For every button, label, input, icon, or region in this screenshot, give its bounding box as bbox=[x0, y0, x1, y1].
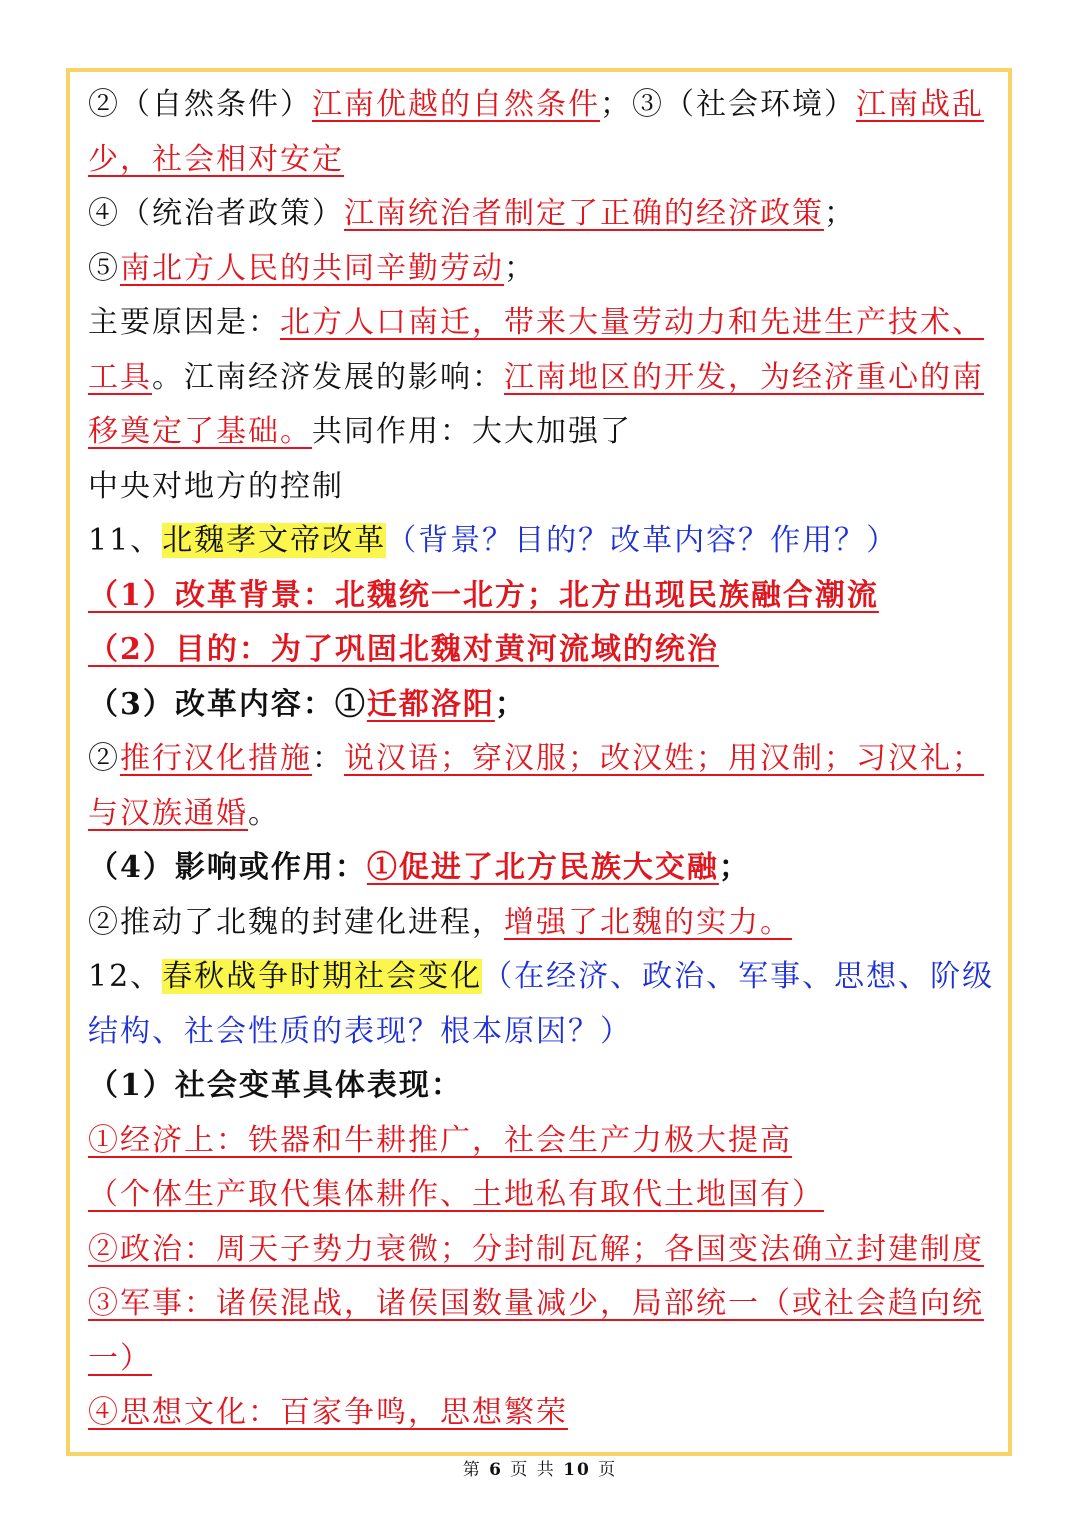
section-11-heading bbox=[88, 514, 1003, 569]
answer-politics: ②政治：周天子势力衰微；分封制瓦解；各国变法确立封建制度 bbox=[88, 1231, 984, 1267]
section-questions: （背景？目的？改革内容？作用？） bbox=[386, 523, 899, 558]
answer-military: ③军事：诸侯混战，诸侯国数量减少，局部统一（或社会趋向统 bbox=[88, 1286, 984, 1321]
answer-social-environment-cont: 少，社会相对安定 bbox=[88, 141, 344, 177]
punctuation: ： bbox=[312, 741, 344, 776]
answer-economy: ①经济上：铁器和牛耕推广，社会生产力极大提高 bbox=[88, 1122, 792, 1158]
text-line-24 bbox=[88, 1332, 1003, 1387]
footer-page-number: 6 bbox=[489, 1460, 503, 1480]
footer-middle: 页 共 bbox=[510, 1460, 556, 1480]
label-reform-content: （3）改革内容：① bbox=[88, 686, 367, 722]
answer-main-reason-cont: 工具 bbox=[88, 359, 152, 395]
punctuation: ； bbox=[494, 686, 527, 722]
footer-total-pages: 10 bbox=[563, 1460, 591, 1480]
section-number: 11、 bbox=[88, 523, 163, 558]
text-line-18 bbox=[88, 1005, 1003, 1060]
text-line-22 bbox=[88, 1223, 1003, 1278]
label-item-2: ② bbox=[88, 741, 120, 776]
text-line-21 bbox=[88, 1168, 1003, 1223]
footer-suffix: 页 bbox=[598, 1460, 618, 1480]
punctuation: ； bbox=[504, 250, 536, 286]
text-joint-effect-cont: 中央对地方的控制 bbox=[88, 468, 344, 504]
answer-ruler-policy: 江南统治者制定了正确的经济政策 bbox=[344, 196, 824, 231]
answer-ethnic-fusion: ①促进了北方民族大交融 bbox=[366, 850, 719, 885]
text-line-20 bbox=[88, 1114, 1003, 1169]
section-12-heading bbox=[88, 950, 1003, 1005]
punctuation: 。 bbox=[248, 795, 280, 831]
text-line-1 bbox=[88, 78, 1003, 133]
text-line-2 bbox=[88, 133, 1003, 188]
text-line-23 bbox=[88, 1277, 1003, 1332]
answer-influence-cont: 移奠定了基础。 bbox=[88, 414, 312, 449]
section-questions-cont: 结构、社会性质的表现？根本原因？） bbox=[88, 1013, 632, 1049]
text-line-25 bbox=[88, 1386, 1003, 1441]
text-line-11 bbox=[88, 623, 1003, 678]
answer-sinicization-measures: 说汉语；穿汉服；改汉姓；用汉制；习汉礼； bbox=[344, 741, 984, 776]
answer-sinicization: 推行汉化措施 bbox=[120, 741, 312, 776]
section-questions: （在经济、政治、军事、思想、阶级 bbox=[482, 959, 995, 994]
answer-strengthen-power: 增强了北魏的实力。 bbox=[504, 904, 792, 940]
label-concrete-changes: （1）社会变革具体表现： bbox=[88, 1068, 463, 1103]
label-main-reason: 主要原因是： bbox=[88, 305, 280, 340]
text-feudalization: ②推动了北魏的封建化进程， bbox=[88, 904, 504, 940]
text-line-19 bbox=[88, 1059, 1003, 1114]
answer-move-capital: 迁都洛阳 bbox=[366, 686, 495, 722]
label-item-5: ⑤ bbox=[88, 250, 120, 286]
answer-social-environment: 江南战乱 bbox=[856, 87, 984, 122]
label-ruler-policy: ④（统治者政策） bbox=[88, 196, 344, 231]
label-influence: 。江南经济发展的影响： bbox=[152, 359, 504, 395]
text-line-7 bbox=[88, 405, 1003, 460]
text-line-5 bbox=[88, 296, 1003, 351]
answer-intermarriage: 与汉族通婚 bbox=[88, 795, 248, 831]
section-title-highlight: 北魏孝文帝改革 bbox=[162, 523, 387, 558]
footer-prefix: 第 bbox=[462, 1460, 482, 1480]
answer-joint-labor: 南北方人民的共同辛勤劳动 bbox=[120, 250, 504, 286]
text-line-6 bbox=[88, 351, 1003, 406]
answer-reform-background: （1）改革背景：北魏统一北方；北方出现民族融合潮流 bbox=[88, 577, 879, 613]
section-number: 12、 bbox=[88, 959, 163, 994]
answer-economy-detail: （个体生产取代集体耕作、土地私有取代土地国有） bbox=[88, 1177, 824, 1212]
section-title-highlight: 春秋战争时期社会变化 bbox=[162, 959, 483, 994]
text-line-4 bbox=[88, 242, 1003, 297]
text-line-10 bbox=[88, 569, 1003, 624]
text-line-8 bbox=[88, 460, 1003, 515]
label-joint-effect: 共同作用：大大加强了 bbox=[312, 414, 632, 449]
answer-military-cont: 一） bbox=[88, 1340, 152, 1376]
answer-influence: 江南地区的开发，为经济重心的南 bbox=[504, 359, 984, 395]
text-line-16 bbox=[88, 896, 1003, 951]
label-impact: （4）影响或作用： bbox=[88, 850, 367, 885]
answer-reform-purpose: （2）目的：为了巩固北魏对黄河流域的统治 bbox=[88, 632, 719, 667]
label-social-environment: ；③（社会环境） bbox=[600, 87, 856, 122]
text-line-13 bbox=[88, 732, 1003, 787]
label-natural-conditions: ②（自然条件） bbox=[88, 87, 312, 122]
answer-natural-conditions: 江南优越的自然条件 bbox=[312, 87, 600, 122]
document-body bbox=[88, 78, 1003, 1441]
answer-thought-culture: ④思想文化：百家争鸣，思想繁荣 bbox=[88, 1395, 568, 1430]
punctuation: ； bbox=[718, 850, 751, 885]
punctuation: ； bbox=[824, 196, 856, 231]
text-line-14 bbox=[88, 787, 1003, 842]
text-line-3 bbox=[88, 187, 1003, 242]
text-line-15 bbox=[88, 841, 1003, 896]
page-footer bbox=[0, 1457, 1080, 1483]
text-line-12 bbox=[88, 678, 1003, 733]
answer-main-reason: 北方人口南迁，带来大量劳动力和先进生产技术、 bbox=[280, 305, 984, 340]
